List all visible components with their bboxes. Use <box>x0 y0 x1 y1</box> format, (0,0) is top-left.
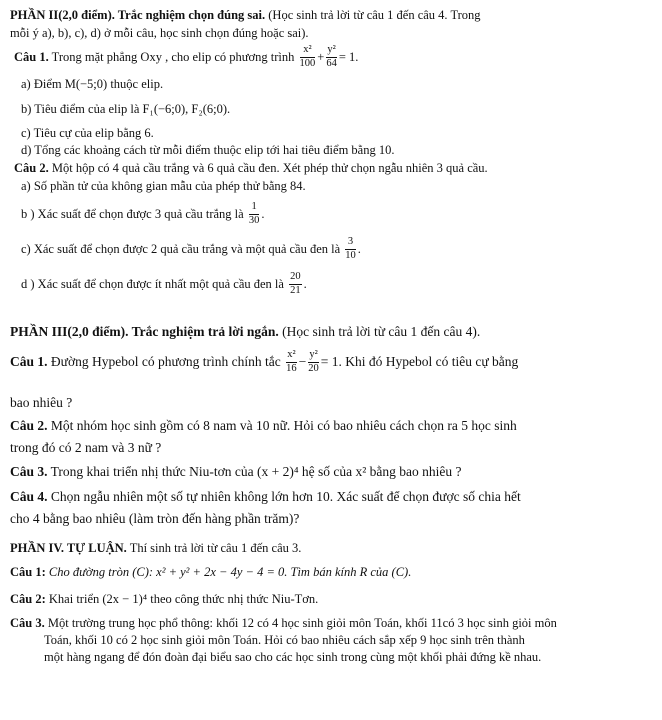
p2-q2-line <box>14 162 488 175</box>
p4-q1-text: Cho đường tròn (C): x² + y² + 2x − 4y − 4 = 0. Tìm bán kính R của (C). <box>48 565 412 579</box>
p2-q1-line: Câu 1. Trong mặt phẳng Oxy , cho elip có phương trình $\frac{\text{x²}}{100}$ + $\frac{\text{y²}}{64}$ = 1. <box>14 44 359 69</box>
part2-intro-1: (Học sinh trả lời từ câu 1 đến câu 4. Trong <box>268 8 481 22</box>
p4-q1-line <box>10 566 411 579</box>
p3-q3-text: Trong khai triển nhị thức Niu-tơn của (x + 2)⁴ hệ số của x² bằng bao nhiêu ? <box>50 464 462 479</box>
p2-q1-d: d) Tổng các khoảng cách từ mỗi điểm thuộc elip tới hai tiêu điểm bằng 10. <box>21 143 395 157</box>
part4-heading-line <box>10 542 301 555</box>
p2-q2-d-line: d ) Xác suất để chọn được ít nhất một quả cầu đen là $\frac{20}{21}$ . <box>21 271 307 296</box>
p4-q2-text: Khai triển (2x − 1)⁴ theo công thức nhị thức Niu-Tơn. <box>48 592 319 606</box>
p3-q2-l2: trong đó có 2 nam và 3 nữ ? <box>10 440 162 455</box>
p2-q1-label: Câu 1. <box>14 49 49 64</box>
p2-q1-a: a) Điểm M(−5;0) thuộc elip. <box>21 77 164 91</box>
p3-q4-label: Câu 4. <box>10 489 48 504</box>
p2-q2-a: a) Số phần tử của không gian mẫu của phép thử bằng 84. <box>21 179 306 193</box>
p2-q2-b-line: b ) Xác suất để chọn được 3 quả cầu trắng là $\frac{1}{30}$ . <box>21 201 265 226</box>
p3-q3-line <box>10 465 462 479</box>
part2-heading-line <box>10 9 481 22</box>
p2-q2-b: b ) Xác suất để chọn được 3 quả cầu trắng là <box>21 206 244 221</box>
p3-q4-line <box>10 490 521 504</box>
p3-q4-l2: cho 4 bằng bao nhiêu (làm tròn đến hàng phần trăm)? <box>10 511 300 526</box>
p3-q2-label: Câu 2. <box>10 418 48 433</box>
p3-q2-l1: Một nhóm học sinh gồm có 8 nam và 10 nữ. Hỏi có bao nhiêu cách chọn ra 5 học sinh <box>50 418 517 433</box>
p2-q2-d-frac: $\frac{20}{21}$ <box>290 271 301 296</box>
p2-q1-text: Trong mặt phẳng Oxy , cho elip có phương trình <box>51 49 295 64</box>
ellipse-rhs: = 1. <box>338 49 359 64</box>
p3-q1-line: Câu 1. Đường Hypebol có phương trình chính tắc $\frac{\text{x²}}{16}$ − $\frac{\text{y²}}{20}$ = 1. Khi đó Hypebol có tiêu cự bằng <box>10 349 519 374</box>
p3-q1-l2: bao nhiêu ? <box>10 395 73 410</box>
p4-q3-label: Câu 3. <box>10 616 45 630</box>
hyp-x-term: $\frac{\text{x²}}{16}$ <box>286 349 297 374</box>
p2-q2-c-line: c) Xác suất để chọn được 2 quả cầu trắng và một quả cầu đen là $\frac{3}{10}$ . <box>21 236 361 261</box>
p2-q1-c: c) Tiêu cự của elip bằng 6. <box>21 126 154 140</box>
p2-q2-d: d ) Xác suất để chọn được ít nhất một quả cầu đen là <box>21 276 284 291</box>
part3-heading: PHẦN III(2,0 điểm). Trắc nghiệm trả lời ngắn. <box>10 324 279 339</box>
part3-heading-line <box>10 325 480 339</box>
p3-q1-text-b: . Khi đó Hypebol có tiêu cự bằng <box>338 354 519 370</box>
p3-q3-label: Câu 3. <box>10 464 48 479</box>
p3-q1-label: Câu 1. <box>10 354 48 370</box>
part4-heading: PHẦN IV. TỰ LUẬN. <box>10 541 127 555</box>
p4-q3-l1: Một trường trung học phổ thông: khối 12 có 4 học sinh giỏi môn Toán, khối 11có 3 học sinh giỏi môn <box>47 616 557 630</box>
p3-q2-line <box>10 419 517 433</box>
part2-intro-2: mỗi ý a), b), c), d) ở mỗi câu, học sinh chọn đúng hoặc sai). <box>10 26 309 40</box>
p4-q1-label: Câu 1: <box>10 565 46 579</box>
p4-q3-l3: một hàng ngang để đón đoàn đại biểu sao cho các học sinh trong cùng một khối phải đứng kề nhau. <box>44 650 542 664</box>
ellipse-y-term: $\frac{\text{y²}}{64}$ <box>326 44 337 69</box>
p3-q4-l1: Chọn ngẫu nhiên một số tự nhiên không lớn hơn 10. Xác suất để chọn được số chia hết <box>50 489 521 504</box>
p4-q3-line <box>10 617 557 630</box>
hyp-rhs: = 1 <box>320 354 339 370</box>
ellipse-x-term: $\frac{\text{x²}}{100}$ <box>299 44 316 69</box>
p2-q1-b: b) Tiêu điểm của elip là F₁(−6;0), F₂(6;0). <box>21 102 231 116</box>
p2-q2-c: c) Xác suất để chọn được 2 quả cầu trắng và một quả cầu đen là <box>21 241 341 256</box>
part4-intro: Thí sinh trả lời từ câu 1 đến câu 3. <box>129 541 302 555</box>
p2-q2-c-frac: $\frac{3}{10}$ <box>345 236 356 261</box>
hyp-y-term: $\frac{\text{y²}}{20}$ <box>308 349 319 374</box>
p4-q2-label: Câu 2: <box>10 592 46 606</box>
p2-q2-label: Câu 2. <box>14 161 49 175</box>
p4-q2-line <box>10 593 318 606</box>
p3-q1-text-a: Đường Hypebol có phương trình chính tắc <box>50 354 281 370</box>
part3-intro: (Học sinh trả lời từ câu 1 đến câu 4). <box>282 324 481 339</box>
p2-q2-text: Một hộp có 4 quả cầu trắng và 6 quả cầu đen. Xét phép thử chọn ngẫu nhiên 3 quả cầu. <box>51 161 488 175</box>
part2-heading: PHẦN II(2,0 điểm). Trắc nghiệm chọn đúng sai. <box>10 8 266 22</box>
p4-q3-l2: Toán, khối 10 có 2 học sinh giỏi môn Toán. Hỏi có bao nhiêu cách sắp xếp 9 học sinh trên thành <box>44 633 525 647</box>
p2-q2-b-frac: $\frac{1}{30}$ <box>248 201 260 226</box>
